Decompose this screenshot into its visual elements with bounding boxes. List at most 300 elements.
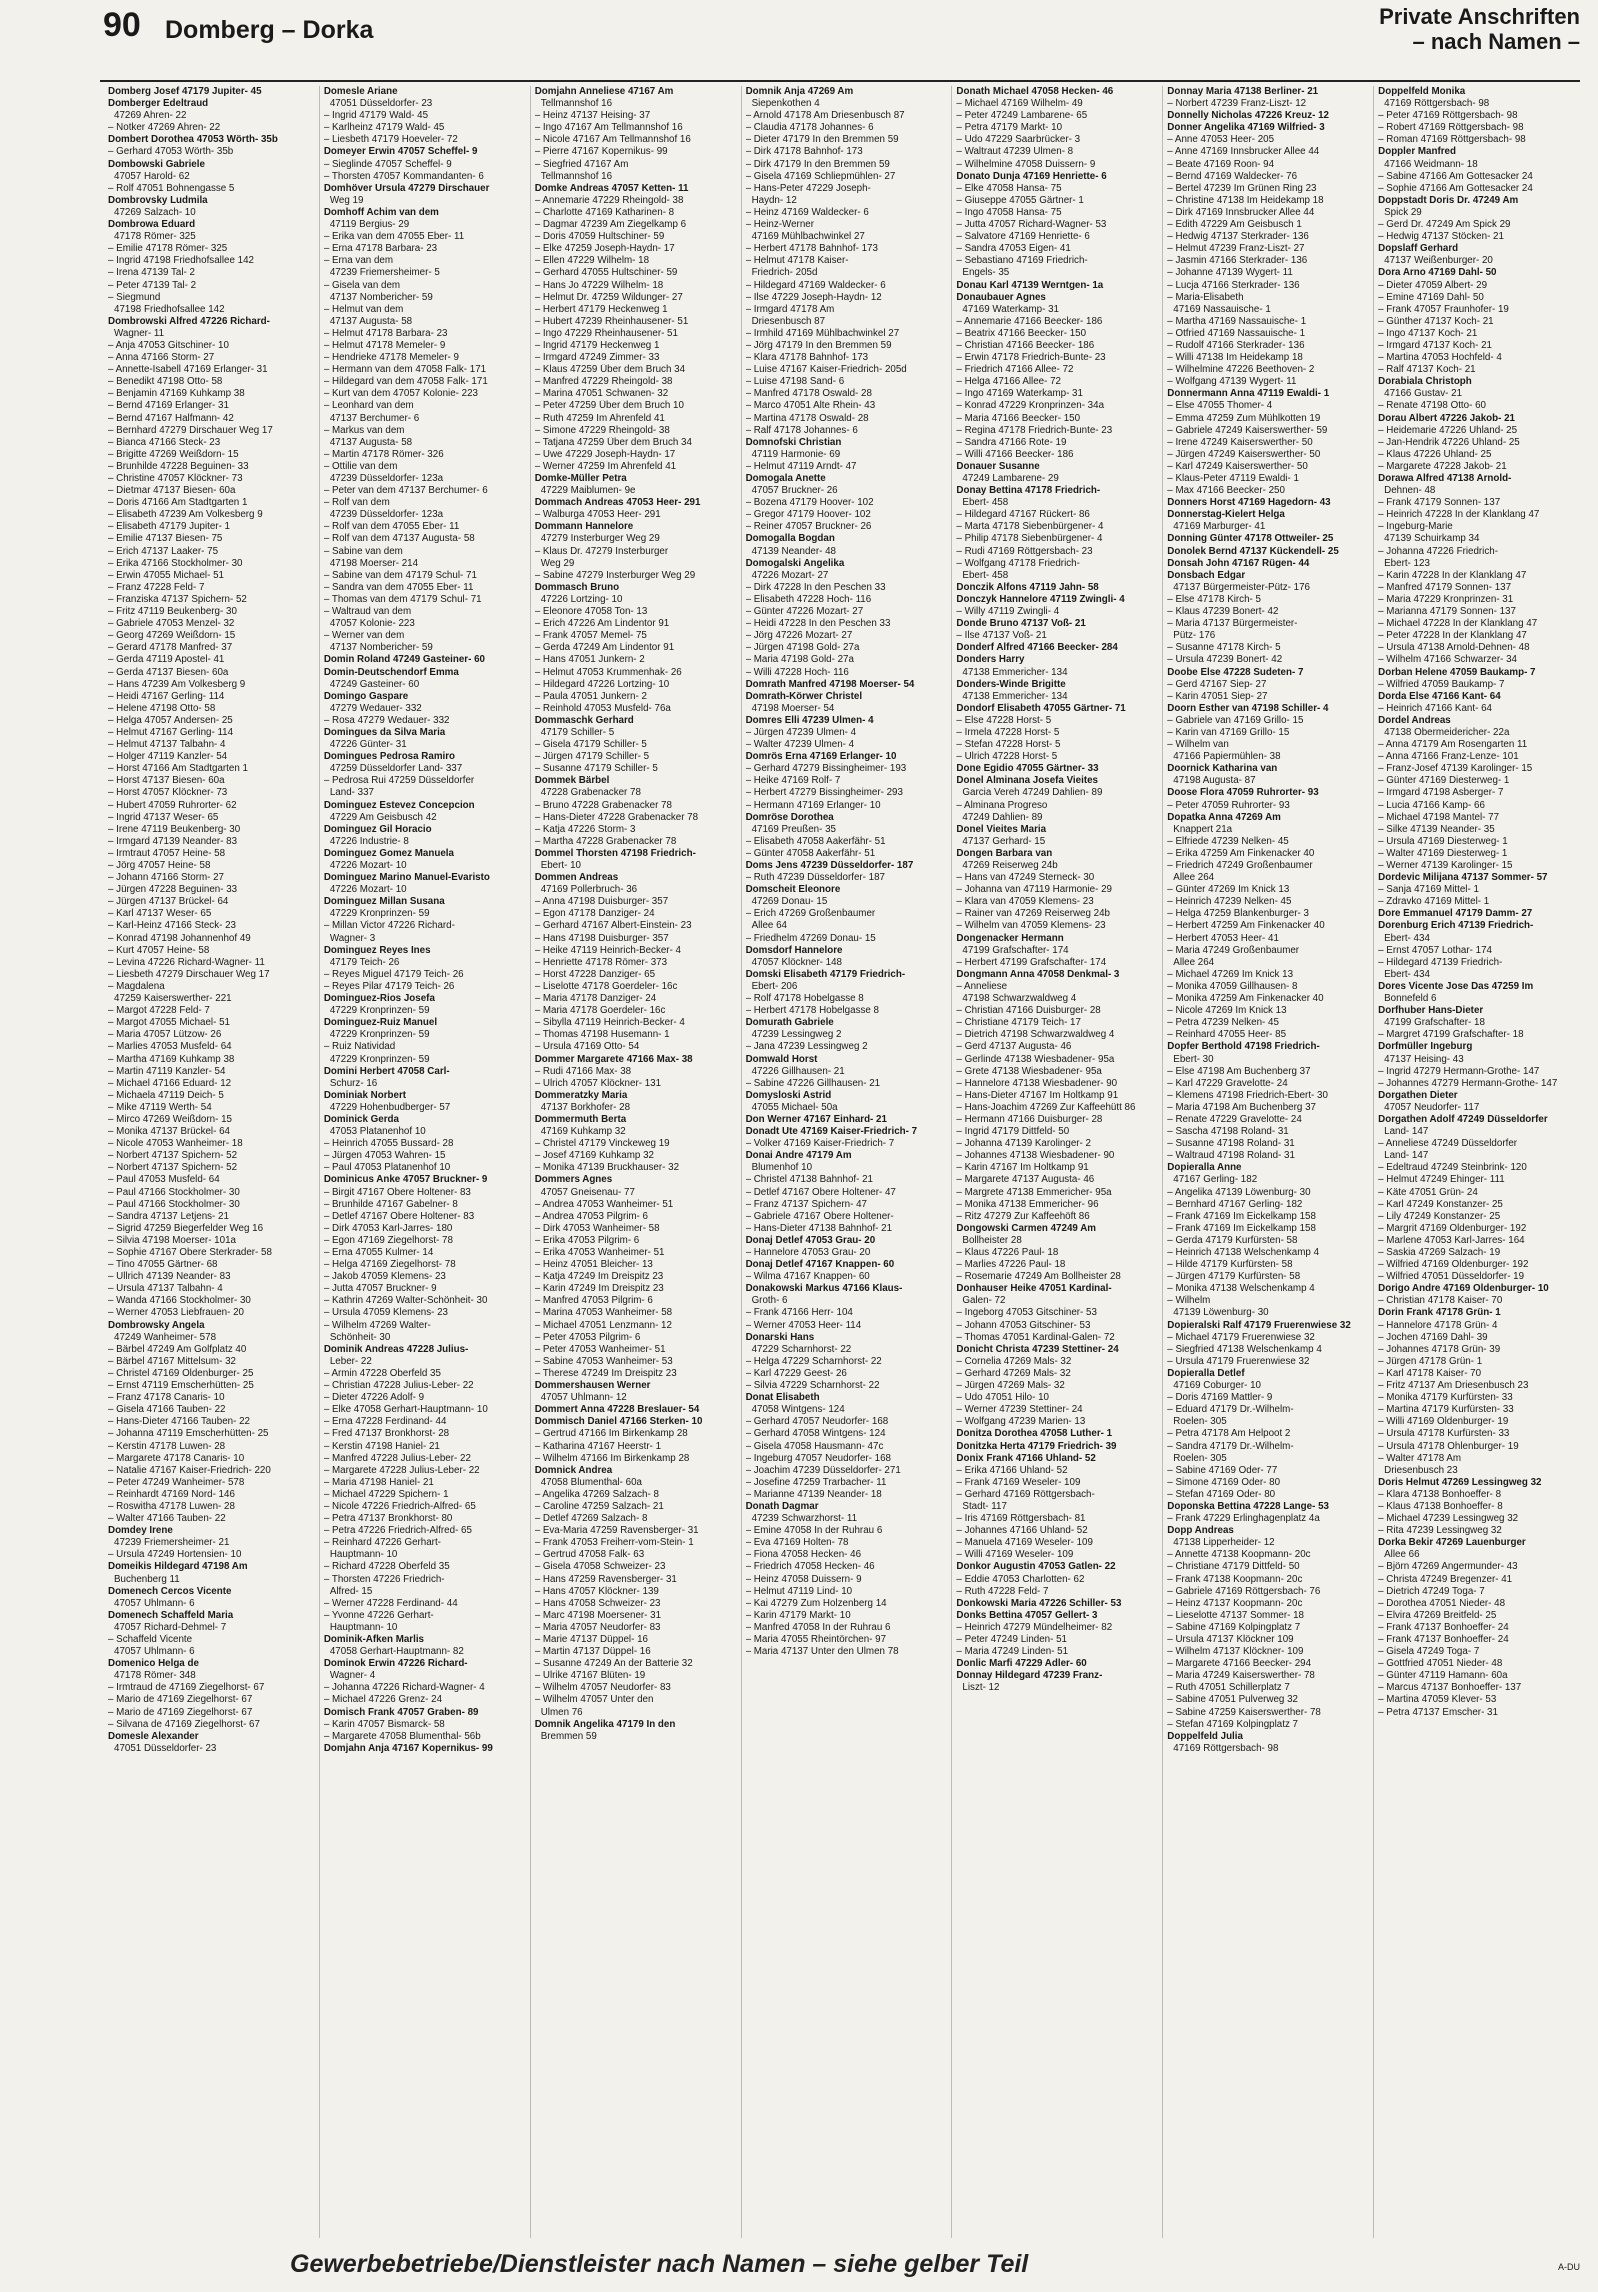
directory-entry: – Brunhilde 47167 Gabelner- 8 (323, 1198, 458, 1210)
directory-entry: – Hans 47239 Am Volkesberg 9 (108, 678, 246, 690)
directory-entry: – Hannelore 47178 Grün- 4 (1378, 1319, 1498, 1331)
directory-entry: – Frank 47169 Weseler- 109 (956, 1476, 1081, 1488)
directory-entry: – Ingeborg 47053 Gitschiner- 53 (956, 1307, 1097, 1319)
surname-entry: Donitzka Herta 47179 Friedrich- 39 (956, 1440, 1117, 1452)
directory-entry: – Sabine 47166 Am Gottesacker 24 (1378, 170, 1533, 182)
directory-entry: – Anneliese 47249 Düsseldorfer (1378, 1138, 1518, 1150)
directory-entry: – Heinz-Werner (745, 219, 814, 231)
surname-entry: Domogala Anette (745, 473, 826, 484)
directory-entry: – Hans 47058 Schweizer- 23 (534, 1597, 661, 1609)
directory-entry: – Kathrin 47269 Walter-Schönheit- 30 (323, 1295, 488, 1307)
directory-entry: Weg 19 (329, 194, 364, 206)
surname-entry: Domjahn Anneliese 47167 Am (534, 86, 674, 97)
directory-entry: – Yvonne 47226 Gerhart- (323, 1609, 434, 1621)
directory-entry: – Helmut 47053 Krummenhak- 26 (534, 666, 682, 678)
surname-entry: Dominguez Reyes Ines (323, 944, 431, 956)
section-title-line2: – nach Namen – (1412, 29, 1580, 54)
directory-entry: – Holger 47119 Kanzler- 54 (108, 751, 228, 763)
directory-entry: 47169 Nassauische- 1 (1173, 303, 1271, 315)
directory-entry: – Helene 47198 Otto- 58 (108, 702, 216, 714)
directory-entry: – Charlotte 47169 Katharinen- 8 (534, 206, 675, 218)
directory-entry: – Ursula 47179 Fruerenwiese 32 (1167, 1355, 1310, 1367)
directory-entry: Schurz- 16 (329, 1077, 378, 1089)
directory-entry: – Wilhelm (1167, 1295, 1211, 1307)
surname-entry: Doobe Else 47228 Sudeten- 7 (1167, 666, 1304, 678)
directory-entry: – Jürgen 47249 Kaiserswerther- 50 (1167, 448, 1321, 460)
directory-entry: – Rudi 47169 Röttgersbach- 23 (956, 545, 1093, 557)
directory-entry: – Margarete 47228 Julius-Leber- 22 (323, 1464, 480, 1476)
directory-entry: – Sieglinde 47057 Scheffel- 9 (323, 158, 452, 170)
directory-entry: – Ingrid 47198 Friedhofsallee 142 (108, 255, 254, 267)
surname-entry: Dommisch Daniel 47166 Sterken- 10 (534, 1416, 703, 1428)
directory-entry: – Maria 47057 Lützow- 26 (108, 1029, 222, 1041)
directory-column (951, 86, 1156, 2238)
directory-entry: – Martin 47178 Römer- 326 (323, 448, 444, 460)
directory-entry: – Hans-Dieter 47138 Bahnhof- 21 (745, 1222, 893, 1234)
directory-entry: – Wilhelm 47057 Neudorfer- 83 (534, 1682, 671, 1694)
directory-entry: – Hans 47198 Duisburger- 357 (534, 932, 669, 944)
surname-entry: Donlic Marfi 47229 Adler- 60 (956, 1658, 1087, 1670)
directory-entry: – Christel 47138 Bahnhof- 21 (745, 1174, 874, 1186)
directory-entry: 47051 Düsseldorfer- 23 (114, 1742, 217, 1754)
directory-entry: – Maria 47198 Gold- 27a (745, 654, 854, 666)
surname-entry: Dorigo Andre 47169 Oldenburger- 10 (1378, 1283, 1549, 1295)
directory-entry: – Irena 47139 Tal- 2 (108, 267, 195, 279)
directory-entry: – Wilhelm 47057 Unter den (534, 1694, 654, 1706)
directory-entry: 47169 Kuhkamp 32 (540, 1126, 626, 1138)
directory-entry: – Maria 47249 Großenbaumer (1167, 944, 1300, 956)
directory-entry: – Dirk 47228 In den Peschen 33 (745, 581, 886, 593)
directory-entry: 47139 Löwenburg- 30 (1173, 1307, 1269, 1319)
directory-entry: – Wolfgang 47178 Friedrich- (956, 557, 1080, 569)
directory-entry: – Günter 47119 Hamann- 60a (1378, 1670, 1508, 1682)
directory-entry: – Karin 47228 In der Klanklang 47 (1378, 569, 1527, 581)
directory-entry: – Christian 47228 Julius-Leber- 22 (323, 1380, 474, 1392)
directory-entry: – Rolf 47051 Bohnengasse 5 (108, 182, 235, 194)
directory-entry: Allee 64 (751, 920, 787, 932)
directory-entry: – Waltraut 47239 Ulmen- 8 (956, 146, 1074, 158)
directory-entry: – Wilfried 47051 Düsseldorfer- 19 (1378, 1271, 1525, 1283)
directory-entry: 47138 Emmericher- 134 (962, 666, 1068, 678)
directory-entry: 47138 Emmericher- 134 (962, 690, 1068, 702)
directory-entry: – Beate 47169 Roon- 94 (1167, 158, 1275, 170)
directory-entry: – Heidemarie 47226 Uhland- 25 (1378, 424, 1518, 436)
surname-entry: Donkowski Maria 47226 Schiller- 53 (956, 1597, 1122, 1609)
directory-entry: – Sabine 47279 Insterburger Weg 29 (534, 569, 696, 581)
directory-entry: – Willy 47119 Zwingli- 4 (956, 606, 1060, 618)
directory-entry: – Bernhard 47279 Dirschauer Weg 17 (108, 424, 273, 436)
directory-entry: – Nicole 47226 Friedrich-Alfred- 65 (323, 1500, 476, 1512)
directory-entry: – Eva 47169 Holten- 78 (745, 1537, 849, 1549)
directory-entry: – Margrit 47169 Oldenburger- 192 (1378, 1222, 1527, 1234)
directory-entry: – Katja 47226 Storm- 3 (534, 823, 636, 835)
directory-entry: – Reiner 47057 Bruckner- 26 (745, 521, 872, 533)
directory-entry: – Annette 47138 Koopmann- 20c (1167, 1549, 1311, 1561)
surname-entry: Dommeratzky Maria (534, 1089, 628, 1101)
directory-entry: – Maria 47137 Unter den Ulmen 78 (745, 1646, 899, 1658)
directory-entry: – Marcus 47137 Bonhoeffer- 137 (1378, 1682, 1522, 1694)
directory-entry: – Gisela 47058 Schweizer- 23 (534, 1561, 666, 1573)
directory-entry: – Thorsten 47226 Friedrich- (323, 1573, 445, 1585)
directory-entry: – Sabine 47169 Kolpingplatz 7 (1167, 1621, 1301, 1633)
directory-entry: – Paul 47053 Platanenhof 10 (323, 1162, 451, 1174)
directory-entry: Ebert- 458 (962, 569, 1009, 581)
directory-entry: – Jutta 47057 Bruckner- 9 (323, 1283, 437, 1295)
directory-entry: – Jürgen 47228 Beguinen- 33 (108, 884, 238, 896)
directory-entry: – Fritz 47137 Am Driesenbusch 23 (1378, 1380, 1529, 1392)
directory-entry: – Christian 47166 Beecker- 186 (956, 339, 1095, 351)
directory-entry: – Else 47055 Thomer- 4 (1167, 400, 1273, 412)
directory-entry: – Lucja 47166 Sterkrader- 136 (1167, 279, 1300, 291)
directory-entry: – Walburga 47053 Heer- 291 (534, 509, 661, 521)
directory-entry: – Anne 47169 Innsbrucker Allee 44 (1167, 146, 1320, 158)
surname-entry: Done Egidio 47055 Gärtner- 33 (956, 763, 1099, 775)
directory-entry: – Ingo 47058 Hansa- 75 (956, 206, 1062, 218)
directory-entry: – Maria-Elisabeth (1167, 291, 1244, 303)
directory-entry: – Kai 47279 Zum Holzenberg 14 (745, 1597, 887, 1609)
directory-entry: – Ernst 47119 Emscherhütten- 25 (108, 1380, 254, 1392)
directory-entry: – Silvia 47198 Moerser- 101a (108, 1234, 236, 1246)
directory-entry: – Ritz 47279 Zur Kaffeehöft 86 (956, 1210, 1090, 1222)
directory-entry: – Egon 47169 Ziegelhorst- 78 (323, 1234, 453, 1246)
directory-entry: – Jörg 47226 Mozart- 27 (745, 630, 853, 642)
directory-entry: – Ralf 47178 Johannes- 6 (745, 424, 858, 436)
surname-entry: Dorin Frank 47178 Grün- 1 (1378, 1307, 1501, 1319)
surname-entry: Dorau Albert 47226 Jakob- 21 (1378, 412, 1515, 424)
directory-entry: – Ursula 47059 Klemens- 23 (323, 1307, 449, 1319)
directory-entry: – Marlene 47053 Karl-Jarres- 164 (1378, 1234, 1525, 1246)
directory-entry: – Margarete 47178 Canaris- 10 (108, 1452, 245, 1464)
directory-entry: 47057 Klöckner- 148 (751, 956, 842, 968)
directory-entry: – Silvana de 47169 Ziegelhorst- 67 (108, 1718, 260, 1730)
directory-entry: – Henriette 47178 Römer- 373 (534, 956, 668, 968)
directory-entry: – Ingrid 47179 Dittfeld- 50 (956, 1126, 1070, 1138)
surname-entry: Doris Helmut 47269 Lessingweg 32 (1378, 1476, 1542, 1488)
directory-entry: Wagner- 3 (329, 932, 376, 944)
directory-entry: 47057 Uhlmann- 6 (114, 1597, 195, 1609)
directory-entry: – Dieter 47059 Albert- 29 (1378, 279, 1488, 291)
directory-entry: – Wilhelm 47166 Im Birkenkamp 28 (534, 1452, 690, 1464)
directory-entry: – Jan-Hendrik 47226 Uhland- 25 (1378, 436, 1520, 448)
directory-entry: – Emma 47259 Zum Mühlkotten 19 (1167, 412, 1321, 424)
directory-entry: – Elke 47058 Hansa- 75 (956, 182, 1062, 194)
directory-entry: – Johanna 47119 Emscherhütten- 25 (108, 1428, 269, 1440)
surname-entry: Domenico Helga de (108, 1658, 199, 1670)
directory-entry: – Peter 47053 Wanheimer- 51 (534, 1343, 666, 1355)
directory-entry: – Karl 47249 Kaiserswerther- 50 (1167, 460, 1308, 472)
surname-entry: Domjahn Anja 47167 Kopernikus- 99 (323, 1742, 493, 1754)
surname-entry: Donadt Ute 47169 Kaiser-Friedrich- 7 (745, 1126, 918, 1138)
surname-entry: Donsbach Edgar (1167, 569, 1246, 581)
directory-entry: – Siegfried 47138 Welschenkamp 4 (1167, 1343, 1322, 1355)
directory-entry: – Else 47228 Horst- 5 (956, 714, 1052, 726)
directory-entry: Ebert- 30 (1173, 1053, 1214, 1065)
directory-entry: – Willi 47138 Im Heidekamp 18 (1167, 352, 1303, 364)
surname-entry: Donhauser Heike 47051 Kardinal- (956, 1283, 1112, 1295)
directory-entry: – Manfred 47179 Sonnen- 137 (1378, 581, 1512, 593)
directory-entry: – Maria 47178 Goerdeler- 16c (534, 1005, 666, 1017)
directory-entry: – Helmut 47119 Lind- 10 (745, 1585, 853, 1597)
directory-entry: – Jürgen 47137 Brückel- 64 (108, 896, 229, 908)
directory-entry: – Emilie 47178 Römer- 325 (108, 243, 228, 255)
directory-entry: – Tino 47055 Gärtner- 68 (108, 1259, 218, 1271)
directory-entry: – Michael 47228 In der Klanklang 47 (1378, 618, 1538, 630)
directory-entry: 47226 Günter- 31 (329, 739, 407, 751)
surname-entry: Donaubauer Agnes (956, 291, 1046, 303)
directory-entry: – Marina 47053 Wanheimer- 58 (534, 1307, 673, 1319)
directory-entry: Roelen- 305 (1173, 1452, 1227, 1464)
directory-entry: Ebert- 10 (540, 860, 582, 871)
directory-entry: – Peter 47249 Linden- 51 (956, 1634, 1067, 1645)
directory-entry: 47179 Schiller- 5 (540, 726, 615, 738)
directory-entry: – Philip 47178 Siebenbürgener- 4 (956, 533, 1103, 545)
directory-entry: – Reinhard 47226 Gerhart- (323, 1537, 441, 1549)
directory-entry: 47057 Neudorfer- 117 (1384, 1101, 1480, 1113)
directory-entry: – Klaus 47226 Uhland- 25 (1378, 448, 1492, 460)
surname-entry: Dorfmüller Ingeburg (1378, 1041, 1473, 1053)
surname-entry: Donks Bettina 47057 Gellert- 3 (956, 1609, 1098, 1621)
surname-entry: Dominguez Estevez Concepcion (323, 799, 475, 811)
directory-entry: – Tatjana 47259 Über dem Bruch 34 (534, 436, 692, 448)
surname-entry: Dorka Bekir 47269 Lauenburger (1378, 1537, 1526, 1549)
directory-entry: Weg 29 (540, 557, 575, 569)
directory-entry: 47199 Grafschafter- 174 (962, 944, 1069, 956)
directory-entry: 47055 Michael- 50a (751, 1101, 838, 1113)
directory-entry: – Herbert 47053 Heer- 41 (1167, 932, 1279, 944)
directory-entry: – Heidi 47228 In den Peschen 33 (745, 618, 891, 630)
directory-entry: Wagner- 11 (114, 327, 165, 339)
directory-entry: – Sandra 47053 Eigen- 41 (956, 243, 1071, 255)
directory-entry: – Maria 47249 Kaiserswerther- 78 (1167, 1670, 1315, 1682)
directory-entry: – Ottilie van dem (323, 460, 398, 472)
directory-entry: – Karin 47179 Markt- 10 (745, 1609, 851, 1621)
directory-entry: Garcia Vereh 47249 Dahlien- 89 (962, 787, 1103, 799)
directory-entry: 47178 Römer- 348 (114, 1670, 196, 1682)
directory-entry: – Nicole 47167 Am Tellmannshof 16 (534, 134, 691, 146)
directory-entry: – Christel 47169 Oldenburger- 25 (108, 1367, 254, 1379)
directory-entry: – Angelika 47139 Löwenburg- 30 (1167, 1186, 1311, 1198)
page-footer (0, 2250, 1598, 2290)
directory-entry: – Wilfried 47059 Baukamp- 7 (1378, 678, 1505, 690)
surname-entry: Domnik Angelika 47179 In den (534, 1718, 676, 1730)
directory-entry: – Mirco 47269 Weißdorn- 15 (108, 1113, 232, 1125)
directory-entry: – Wilhelm 47137 Klöckner- 109 (1167, 1646, 1304, 1658)
directory-entry: Tellmannshof 16 (540, 170, 613, 182)
directory-entry: – Maria 47198 Haniel- 21 (323, 1476, 434, 1488)
surname-entry: Doorn Esther van 47198 Schiller- 4 (1167, 702, 1329, 714)
directory-entry: – Peter 47259 Über dem Bruch 10 (534, 400, 684, 412)
directory-entry: – Friedrich 47058 Hecken- 46 (745, 1561, 875, 1573)
directory-entry: – Günter 47269 Im Knick 13 (1167, 884, 1290, 896)
directory-entry: – Werner 47239 Stettiner- 24 (956, 1404, 1083, 1416)
directory-entry: – Natalie 47167 Kaiser-Friedrich- 220 (108, 1464, 271, 1476)
directory-entry: – Helga 47169 Ziegelhorst- 78 (323, 1259, 456, 1271)
directory-entry: – Brunhilde 47228 Beguinen- 33 (108, 460, 249, 472)
directory-entry: – Karin 47057 Bismarck- 58 (323, 1718, 445, 1730)
directory-entry: – Dirk 47179 In den Bremmen 59 (745, 158, 890, 170)
directory-entry: – Günter 47058 Aakerfähr- 51 (745, 847, 876, 859)
directory-entry: – Gerhard 47269 Mals- 32 (956, 1367, 1071, 1379)
surname-entry: Donaj Detlef 47053 Grau- 20 (745, 1234, 876, 1246)
surname-entry: Dores Vicente Jose Das 47259 Im (1378, 980, 1534, 992)
surname-entry: Dominguez Gomez Manuela (323, 847, 454, 859)
directory-entry: – Joachim 47239 Düsseldorfer- 271 (745, 1464, 901, 1476)
surname-entry: Domeyer Erwin 47057 Scheffel- 9 (323, 146, 478, 158)
directory-entry: 47269 Reiserweg 24b (962, 860, 1058, 871)
directory-entry: – Petra 47179 Markt- 10 (956, 122, 1063, 134)
surname-entry: Donsah John 47167 Rügen- 44 (1167, 557, 1310, 569)
directory-entry: – Werner van dem (323, 630, 405, 642)
directory-entry: – Bernd 47169 Erlanger- 31 (108, 400, 229, 412)
directory-entry: – Elvira 47269 Breitfeld- 25 (1378, 1609, 1497, 1621)
directory-entry: – Herbert 47178 Bahnhof- 173 (745, 243, 878, 255)
directory-entry: – Manfred 47229 Rheingold- 38 (534, 376, 673, 388)
directory-entry: – Susanne 47179 Schiller- 5 (534, 763, 658, 775)
directory-entry: – Hans Jo 47229 Wilhelm- 18 (534, 279, 664, 291)
directory-entry: – Doris 47166 Am Stadtgarten 1 (108, 497, 248, 509)
surname-entry: Donnermann Anna 47119 Ewaldi- 1 (1167, 388, 1330, 400)
directory-entry: 47137 Berchumer- 6 (329, 412, 420, 424)
directory-entry: 47229 Am Geisbusch 42 (329, 811, 437, 823)
directory-entry: – Manfred 47058 In der Ruhrau 6 (745, 1621, 891, 1633)
directory-entry: 47198 Friedhofsallee 142 (114, 303, 225, 315)
directory-entry: – Doris 47169 Mattler- 9 (1167, 1392, 1273, 1404)
directory-entry: – Marco 47051 Alte Rhein- 43 (745, 400, 876, 412)
directory-entry: – Sabine 47053 Wanheimer- 53 (534, 1355, 673, 1367)
directory-entry: – Gertrud 47058 Falk- 63 (534, 1549, 645, 1561)
directory-entry: – Gerda 47179 Kurfürsten- 58 (1167, 1234, 1298, 1246)
directory-entry: – Jörg 47057 Heine- 58 (108, 860, 211, 871)
directory-entry: 47166 Gustav- 21 (1384, 388, 1463, 400)
surname-entry: Dommann Hannelore (534, 521, 634, 533)
directory-entry: – Martina 47059 Klever- 53 (1378, 1694, 1497, 1706)
directory-entry: – Franz-Josef 47139 Karolinger- 15 (1378, 763, 1533, 775)
directory-entry: – Werner 47053 Liebfrauen- 20 (108, 1307, 244, 1319)
directory-entry: – Paul 47166 Stockholmer- 30 (108, 1186, 240, 1198)
directory-entry: – Erika 47166 Stockholmer- 30 (108, 557, 243, 569)
directory-entry: 47229 Kronprinzen- 59 (329, 1029, 430, 1041)
directory-entry: – Fritz 47119 Beukenberg- 30 (108, 606, 237, 618)
directory-entry: – Dirk 47053 Wanheimer- 58 (534, 1222, 660, 1234)
directory-entry: – Detlef 47167 Obere Holtener- 47 (745, 1186, 896, 1198)
surname-entry: Donakowski Markus 47166 Klaus- (745, 1283, 903, 1295)
directory-entry: 47057 Richard-Dehmel- 7 (114, 1621, 227, 1633)
directory-entry: 47249 Lambarene- 29 (962, 473, 1059, 484)
directory-entry: – Karin 47167 Im Holtkamp 91 (956, 1162, 1089, 1174)
directory-entry: – Bärbel 47249 Am Golfplatz 40 (108, 1343, 247, 1355)
directory-entry: 47198 Moerser- 214 (329, 557, 419, 569)
directory-entry: – Hubert 47059 Ruhrorter- 62 (108, 799, 237, 811)
directory-entry: – Hildegard 47167 Rückert- 86 (956, 509, 1090, 521)
directory-entry: – Michael 47051 Lenzmann- 12 (534, 1319, 672, 1331)
directory-entry: – Gottfried 47051 Nieder- 48 (1378, 1658, 1503, 1670)
directory-entry: – Ruiz Natividad (323, 1041, 396, 1053)
directory-entry: – Wolfgang 47239 Marien- 13 (956, 1416, 1086, 1428)
directory-entry: – Anna 47166 Storm- 27 (108, 352, 215, 364)
directory-entry: – Margot 47055 Michael- 51 (108, 1017, 230, 1029)
surname-entry: Domhöver Ursula 47279 Dirschauer (323, 182, 490, 194)
directory-column (108, 86, 313, 2238)
surname-entry: Domrath-Körwer Christel (745, 690, 863, 702)
directory-entry: – Hannelore 47053 Grau- 20 (745, 1247, 871, 1258)
directory-entry: – Klara 47138 Bonhoeffer- 8 (1378, 1488, 1502, 1500)
directory-entry: Liszt- 12 (962, 1682, 1000, 1694)
directory-entry: – Annemarie 47166 Beecker- 186 (956, 315, 1103, 327)
directory-entry: – Emine 47058 In der Ruhrau 6 (745, 1525, 883, 1537)
directory-entry: 47169 Mühlbachwinkel 27 (751, 231, 865, 243)
directory-entry: – Renate 47198 Otto- 60 (1378, 400, 1486, 412)
surname-entry: Donderf Alfred 47166 Beecker- 284 (956, 642, 1118, 654)
directory-entry: – Alminana Progreso (956, 799, 1048, 811)
directory-entry: – Gabriele 47053 Menzel- 32 (108, 618, 235, 630)
directory-entry: – Sabine van dem (323, 545, 403, 557)
directory-entry: – Johannes 47279 Hermann-Grothe- 147 (1378, 1077, 1558, 1089)
directory-entry: – Otfried 47169 Nassauische- 1 (1167, 327, 1306, 339)
directory-entry: – Armin 47228 Oberfeld 35 (323, 1367, 441, 1379)
directory-entry: – Klaus 47138 Bonhoeffer- 8 (1378, 1500, 1503, 1512)
directory-entry: – Jana 47239 Lessingweg 2 (745, 1041, 868, 1053)
directory-entry: – Johanne 47139 Wygert- 11 (1167, 267, 1293, 279)
directory-entry: – Elke 47058 Gerhart-Hauptmann- 10 (323, 1404, 488, 1416)
directory-entry: – Petra 47239 Nelken- 45 (1167, 1017, 1279, 1029)
surname-entry: Dongowski Carmen 47249 Am (956, 1222, 1096, 1234)
surname-entry: Dordevic Milijana 47137 Sommer- 57 (1378, 872, 1548, 884)
directory-entry: – Gerhard 47058 Wintgens- 124 (745, 1428, 886, 1440)
directory-entry: – Hans van 47249 Sterneck- 30 (956, 872, 1095, 884)
directory-entry: – Robert 47169 Röttgersbach- 98 (1378, 122, 1524, 134)
directory-entry: – Helmut 47239 Franz-Liszt- 27 (1167, 243, 1305, 255)
directory-entry: – Margrete 47138 Emmericher- 95a (956, 1186, 1112, 1198)
directory-entry: – Susanne 47198 Roland- 31 (1167, 1138, 1295, 1150)
directory-entry: – Claudia 47178 Johannes- 6 (745, 122, 874, 134)
directory-entry: – Wolfgang 47139 Wygert- 11 (1167, 376, 1297, 388)
directory-entry: 47269 Salzach- 10 (114, 206, 196, 218)
directory-entry: 47239 Friemersheimer- 21 (114, 1537, 230, 1549)
directory-entry: 47169 Pollerbruch- 36 (540, 884, 638, 896)
directory-entry: – Rosemarie 47249 Am Bollheister 28 (956, 1271, 1121, 1283)
directory-entry: – Christian 47166 Duisburger- 28 (956, 1005, 1101, 1017)
directory-entry: – Doris 47059 Hultschiner- 59 (534, 231, 665, 243)
directory-entry: – Klaus-Peter 47119 Ewaldi- 1 (1167, 473, 1299, 484)
surname-entry: Dombrowa Eduard (108, 219, 196, 231)
directory-entry: – Dietrich 47249 Toga- 7 (1378, 1585, 1485, 1597)
surname-entry: Donaj Detlef 47167 Knappen- 60 (745, 1259, 895, 1271)
directory-entry: – Marina 47051 Schwanen- 32 (534, 388, 669, 400)
directory-entry: – Edith 47229 Am Geisbusch 1 (1167, 219, 1302, 231)
directory-entry: – Klaus 47259 Über dem Bruch 34 (534, 364, 686, 376)
directory-entry: Spick 29 (1384, 206, 1422, 218)
directory-entry: – Benedikt 47198 Otto- 58 (108, 376, 223, 388)
directory-entry: – Wilhelmine 47058 Duissern- 9 (956, 158, 1096, 170)
directory-entry: – Hubert 47239 Rheinhausener- 51 (534, 315, 689, 327)
directory-entry: 47239 Schwarzhorst- 11 (751, 1513, 858, 1525)
directory-entry: – Heinrich 47239 Nelken- 45 (1167, 896, 1292, 908)
directory-entry: – Ursula 47169 Diesterweg- 1 (1378, 835, 1508, 847)
directory-entry: – Hannelore 47138 Wiesbadener- 90 (956, 1077, 1118, 1089)
surname-entry: Donczik Alfons 47119 Jahn- 58 (956, 581, 1099, 593)
directory-entry: – Margarete 47137 Augusta- 46 (956, 1174, 1095, 1186)
directory-entry: – Ingo 47137 Koch- 21 (1378, 327, 1478, 339)
surname-entry: Dominicus Anke 47057 Bruckner- 9 (323, 1174, 488, 1186)
directory-entry: – Beatrix 47166 Beecker- 150 (956, 327, 1087, 339)
directory-entry: – Erna 47228 Ferdinand- 44 (323, 1416, 447, 1428)
directory-entry: – Roswitha 47178 Luwen- 28 (108, 1500, 235, 1512)
directory-entry: – Rosa 47279 Wedauer- 332 (323, 714, 450, 726)
directory-entry: – Hans-Joachim 47269 Zur Kaffeehütt 86 (956, 1101, 1136, 1113)
directory-entry: – Frank 47229 Erlinghagenplatz 4a (1167, 1513, 1320, 1525)
directory-entry: – Ursula 47169 Otto- 54 (534, 1041, 640, 1053)
directory-entry: – Herbert 47178 Hobelgasse 8 (745, 1005, 879, 1017)
